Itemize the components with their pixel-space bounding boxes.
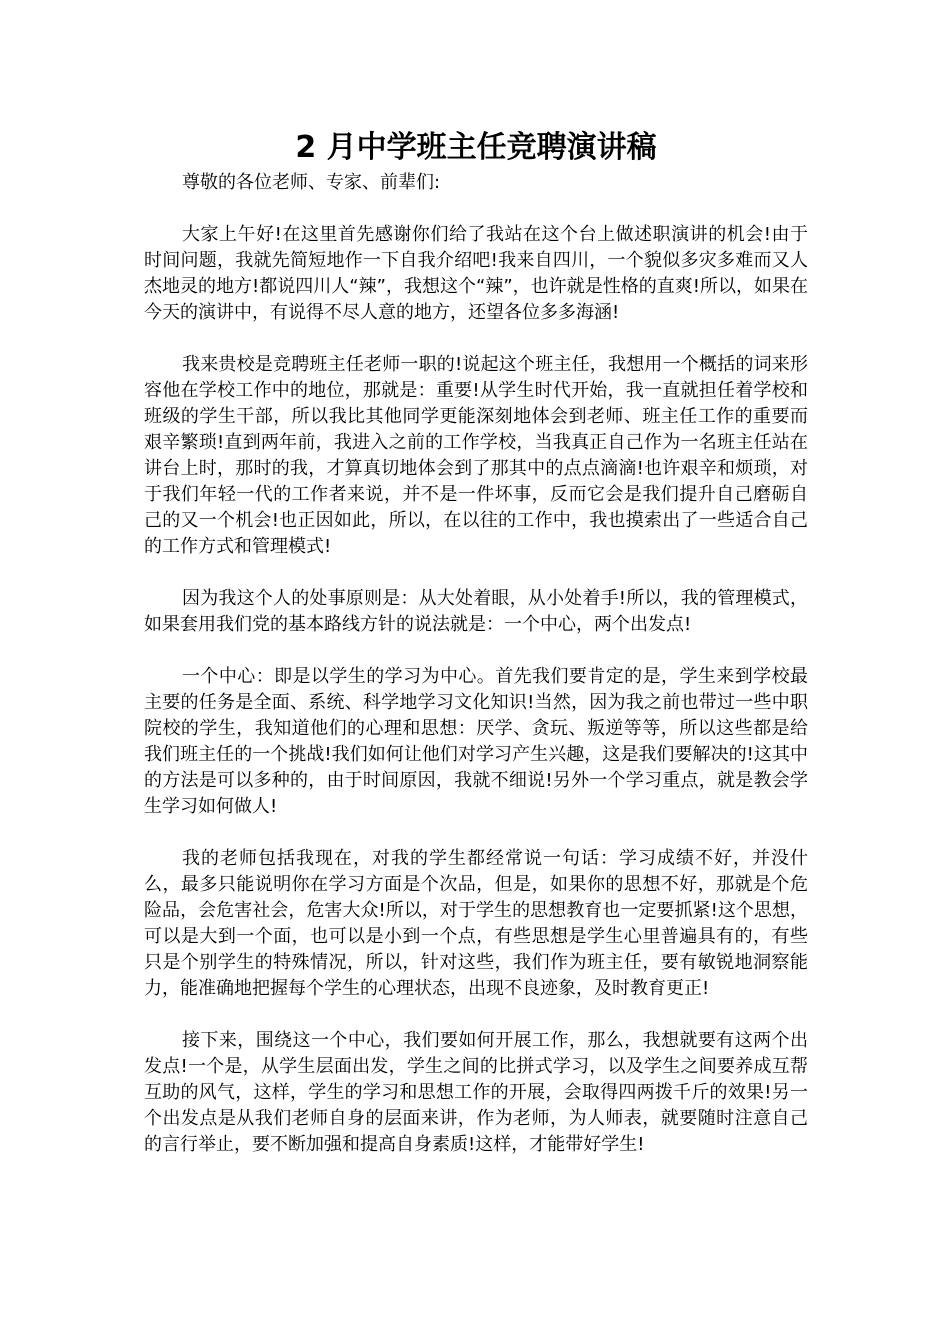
paragraph-management-principle: 因为我这个人的处事原则是：从大处着眼，从小处着手!所以，我的管理模式，如果套用我们党的基本路线方针的说法就是：一个中心，两个出发点! bbox=[144, 588, 808, 635]
greeting-line: 尊敬的各位老师、专家、前辈们: bbox=[182, 172, 441, 193]
document-title: 2 月中学班主任竞聘演讲稿 bbox=[295, 130, 657, 165]
paragraph-introduction: 大家上午好!在这里首先感谢你们给了我站在这个台上做述职演讲的机会!由于时间问题，我就先简短地作一下自我介绍吧!我来自四川，一个貌似多灾多难而又人杰地灵的地方!都说四川人“辣”，我想这个“辣”，也许就是性格的直爽!所以，如果在今天的演讲中，有说得不尽人意的地方，还望各位多多海涵! bbox=[144, 224, 808, 323]
paragraph-one-center: 一个中心：即是以学生的学习为中心。首先我们要肯定的是，学生来到学校最主要的任务是全面、系统、科学地学习文化知识!当然，因为我之前也带过一些中职院校的学生，我知道他们的心理和思想：厌学、贪玩、叛逆等等，所以这些都是给我们班主任的一个挑战!我们如何让他们对学习产生兴趣，这是我们要解决的!这其中的方法是可以多种的，由于时间原因，我就不细说!另外一个学习重点，就是教会学生学习如何做人! bbox=[144, 666, 808, 817]
document-page bbox=[144, 128, 808, 1184]
paragraph-moral-education: 我的老师包括我现在，对我的学生都经常说一句话：学习成绩不好，并没什么，最多只能说明你在学习方面是个次品，但是，如果你的思想不好，那就是个危险品，会危害社会，危害大众!所以，对于学生的思想教育也一定要抓紧!这个思想，可以是大到一个面，也可以是小到一个点，有些思想是学生心里普遍具有的，有些只是个别学生的特殊情况，所以，针对这些，我们作为班主任，要有敏锐地洞察能力，能准确地把握每个学生的心理状态，出现不良迹象，及时教育更正! bbox=[144, 848, 808, 999]
paragraph-role-importance: 我来贵校是竞聘班主任老师一职的!说起这个班主任，我想用一个概括的词来形容他在学校工作中的地位，那就是：重要!从学生时代开始，我一直就担任着学校和班级的学生干部，所以我比其他同学更能深刻地体会到老师、班主任工作的重要而艰辛繁琐!直到两年前，我进入之前的工作学校，当我真正自己作为一名班主任站在讲台上时，那时的我，才算真切地体会到了那其中的点点滴滴!也许艰辛和烦琐，对于我们年轻一代的工作者来说，并不是一件坏事，反而它会是我们提升自己磨砺自己的又一个机会!也正因如此，所以，在以往的工作中，我也摸索出了一些适合自己的工作方式和管理模式! bbox=[144, 354, 808, 557]
paragraph-two-starting-points: 接下来，围绕这一个中心，我们要如何开展工作，那么，我想就要有这两个出发点!一个是，从学生层面出发，学生之间的比拼式学习，以及学生之间要养成互帮互助的风气，这样，学生的学习和思想工作的开展，会取得四两拨千斤的效果!另一个出发点是从我们老师自身的层面来讲，作为老师，为人师表，就要随时注意自己的言行举止，要不断加强和提高自身素质!这样，才能带好学生! bbox=[144, 1030, 808, 1155]
